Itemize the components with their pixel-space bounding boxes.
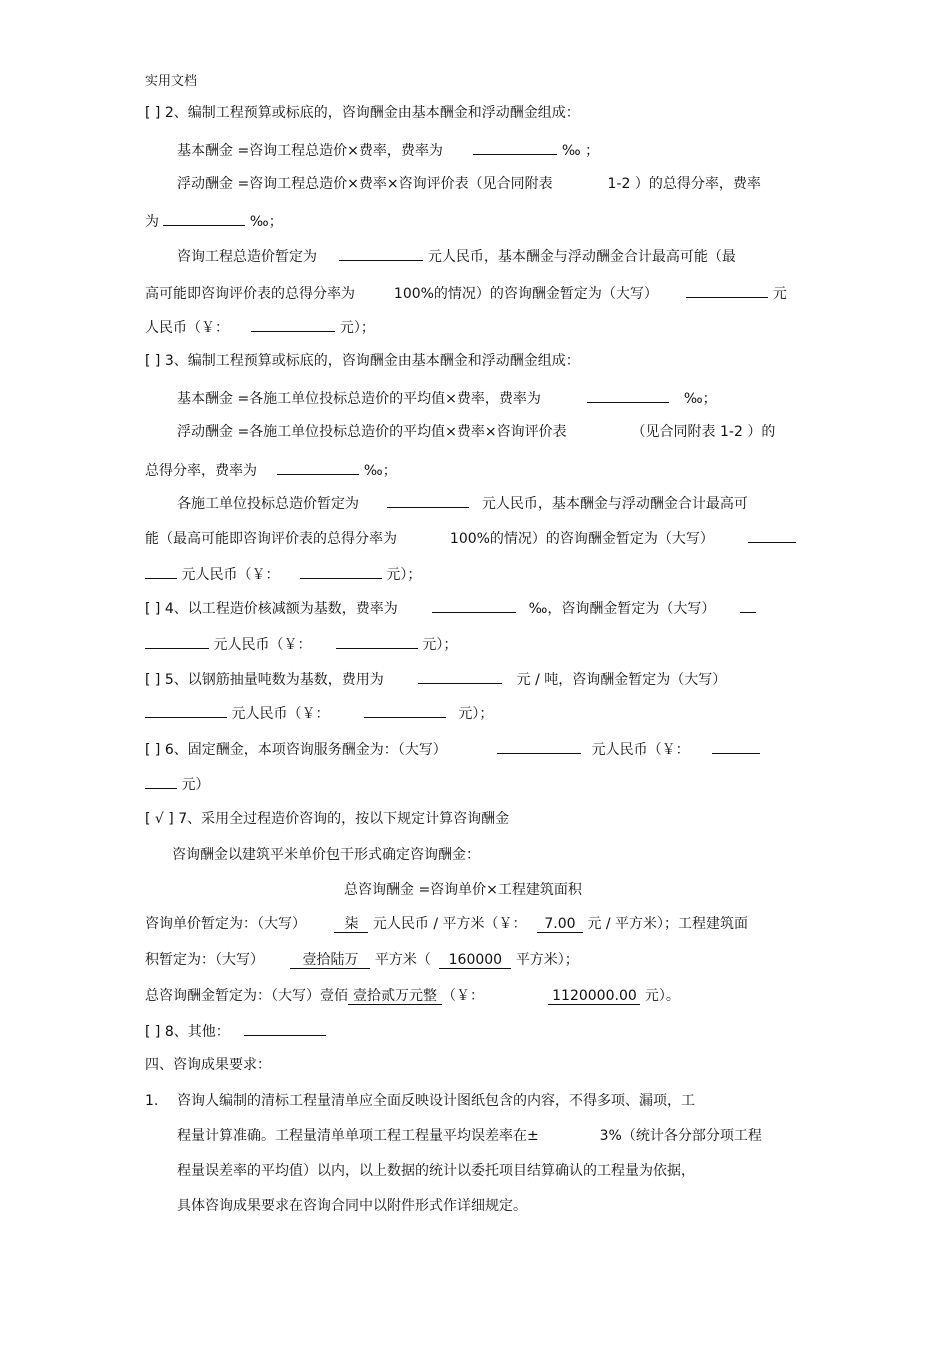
page-header: 实用文档 [145,74,198,89]
clause-7-line [145,810,509,828]
list-number: 1. [145,1093,159,1109]
label: 为 [145,214,159,230]
clause-7-total-fee [145,987,680,1005]
blank-amount-uppercase-input[interactable] [497,739,581,754]
requirement-1-cont-2: 程量误差率的平均值）以内，以上数据的统计以委托项目结算确认的工程量为依据， [177,1163,695,1179]
requirement-1-cont-1 [177,1127,762,1145]
requirement-1-line [145,1092,695,1110]
clause-5-line [145,669,726,689]
label: ‰； [363,463,397,479]
blank-amount-uppercase-input[interactable] [740,598,756,613]
label: 总咨询酬金暂定为：（大写）壹佰 [145,988,348,1004]
label: 元）； [386,567,422,583]
label: 元 / 平方米）；工程建筑面 [587,916,749,932]
clause-3-line [145,352,580,370]
clause-8-line [145,1021,326,1041]
requirement-1-cont-3: 具体咨询成果要求在咨询合同中以附件形式作详细规定。 [177,1198,527,1214]
label: 6、固定酬金，本项咨询服务酬金为：（大写） [164,742,447,758]
blank-other-input[interactable] [244,1021,326,1036]
clause-6-line [145,739,760,759]
label: 各施工单位投标总造价暂定为 [177,496,359,512]
label: 高可能即咨询评价表的总得分率为 [145,286,355,302]
label: （见合同附表 1-2 ）的 [631,424,776,440]
area-value: 160000 [439,952,511,969]
clause-3-total-cost [177,493,748,513]
label: 元人民币（￥： [231,706,330,722]
checkbox-2[interactable]: [ ] [145,105,161,121]
label: 5、以钢筋抽量吨数为基数，费用为 [164,672,384,688]
clause-2-line [145,104,580,122]
blank-amount-uppercase-input[interactable] [748,528,796,543]
clause-7-text: 7、采用全过程造价咨询的，按以下规定计算咨询酬金 [178,811,510,827]
unit-price-uppercase-value: 柒 [334,916,368,933]
clause-3-basic-fee [177,388,717,408]
checkbox-7-checked[interactable]: [ √ ] [145,811,174,827]
label: 8、其他： [164,1024,230,1040]
label: 基本酬金 =咨询工程总造价×费率，费率为 [177,143,443,159]
blank-amount-input[interactable] [712,739,760,754]
blank-amount-input[interactable] [336,634,418,649]
clause-3-amount [145,564,421,584]
checkbox-5[interactable]: [ ] [145,672,161,688]
label: 100%的情况）的咨询酬金暂定为（大写） [393,286,658,302]
clause-3-float-rate [145,460,397,480]
clause-3-text: 3、编制工程预算或标底的，咨询酬金由基本酬金和浮动酬金组成： [164,353,580,369]
label: 元） [181,777,210,793]
clause-4-line [145,598,756,618]
checkbox-3[interactable]: [ ] [145,353,161,369]
checkbox-4[interactable]: [ ] [145,601,161,617]
total-fee-uppercase-value: 壹拾贰万元整 [348,988,442,1005]
blank-amount-uppercase-input[interactable] [686,283,768,298]
blank-amount-uppercase-input[interactable] [145,703,227,718]
clause-2-float-fee [177,175,761,193]
label: 浮动酬金 =各施工单位投标总造价的平均值×费率×咨询评价表 [177,424,567,440]
label: ‰； [683,391,717,407]
label: 元）； [422,637,458,653]
blank-amount-input[interactable] [387,493,469,508]
label: 浮动酬金 =咨询工程总造价×费率×咨询评价表（见合同附表 [177,176,553,192]
label: 元人民币，基本酬金与浮动酬金合计最高可能（最 [427,249,736,265]
area-uppercase-value: 壹拾陆万 [290,952,370,969]
clause-2-text: 2、编制工程预算或标底的，咨询酬金由基本酬金和浮动酬金组成： [164,105,580,121]
label: 3%（统计各分部分项工程 [599,1128,762,1144]
label: 咨询单价暂定为：（大写） [145,916,306,932]
label: 总得分率，费率为 [145,463,257,479]
blank-amount-input-cont[interactable] [145,774,177,789]
blank-amount-input[interactable] [251,317,335,332]
label: 能（最高可能即咨询评价表的总得分率为 [145,531,397,547]
label: 元）； [339,320,375,336]
blank-rate-input[interactable] [163,211,245,226]
unit-price-value: 7.00 [537,916,583,933]
checkbox-8[interactable]: [ ] [145,1024,161,1040]
clause-7-desc: 咨询酬金以建筑平米单价包干形式确定咨询酬金： [172,847,480,863]
blank-unit-fee-input[interactable] [418,669,502,684]
blank-amount-input[interactable] [300,564,382,579]
blank-rate-input[interactable] [277,460,359,475]
label: 积暂定为：（大写） [145,952,264,968]
label: 元人民币 / 平方米（￥： [372,916,527,932]
checkbox-6[interactable]: [ ] [145,742,161,758]
blank-amount-uppercase-input-cont[interactable] [145,564,177,579]
clause-5-amount [145,703,493,723]
clause-3-max-fee [145,528,796,548]
blank-amount-input[interactable] [364,703,446,718]
clause-7-formula: 总咨询酬金 =咨询单价×工程建筑面积 [344,882,582,898]
label: 平方米）； [515,952,579,968]
label: 100%的情况）的咨询酬金暂定为（大写） [449,531,714,547]
clause-2-float-rate [145,211,283,231]
blank-amount-uppercase-input-cont[interactable] [145,634,209,649]
total-fee-value: 1120000.00 [548,988,640,1005]
label: 元人民币（￥： [181,567,280,583]
label: 咨询工程总造价暂定为 [177,249,317,265]
label: 元人民币，基本酬金与浮动酬金合计最高可 [481,496,748,512]
label: 元）； [458,706,494,722]
label: 元）。 [644,988,680,1004]
section-4-heading: 四、咨询成果要求： [145,1057,271,1073]
label: 元 / 吨，咨询酬金暂定为（大写） [516,672,727,688]
label: 人民币（￥： [145,320,229,336]
label: 4、以工程造价核减额为基数，费率为 [164,601,398,617]
label: 平方米（ [374,952,431,968]
clause-2-max-fee [145,283,787,303]
blank-rate-input[interactable] [473,140,557,155]
clause-7-area [145,951,579,969]
clause-7-unit-price [145,915,748,933]
label: 基本酬金 =各施工单位投标总造价的平均值×费率，费率为 [177,391,541,407]
label: ‰，咨询酬金暂定为（大写） [528,601,716,617]
clause-2-total-cost [177,246,736,266]
blank-rate-input[interactable] [432,598,516,613]
clause-2-amount [145,317,375,337]
requirement-1-text: 咨询人编制的清标工程量清单应全面反映设计图纸包含的内容，不得多项、漏项，工 [177,1093,695,1109]
label: 元人民币（￥： [591,742,690,758]
label: 元人民币（￥： [213,637,312,653]
clause-3-float-fee [177,423,775,441]
blank-rate-input[interactable] [587,388,669,403]
clause-4-amount [145,634,457,654]
label: 程量计算准确。工程量清单单项工程工程量平均误差率在± [177,1128,539,1144]
blank-amount-input[interactable] [339,246,423,261]
label: ‰； [249,214,283,230]
label: （￥： [442,988,484,1004]
label: 1-2 ）的总得分率，费率 [607,176,761,192]
label: 元 [772,286,787,302]
clause-6-amount [145,774,209,794]
label: ‰ ； [561,143,600,159]
clause-2-basic-fee [177,140,599,160]
